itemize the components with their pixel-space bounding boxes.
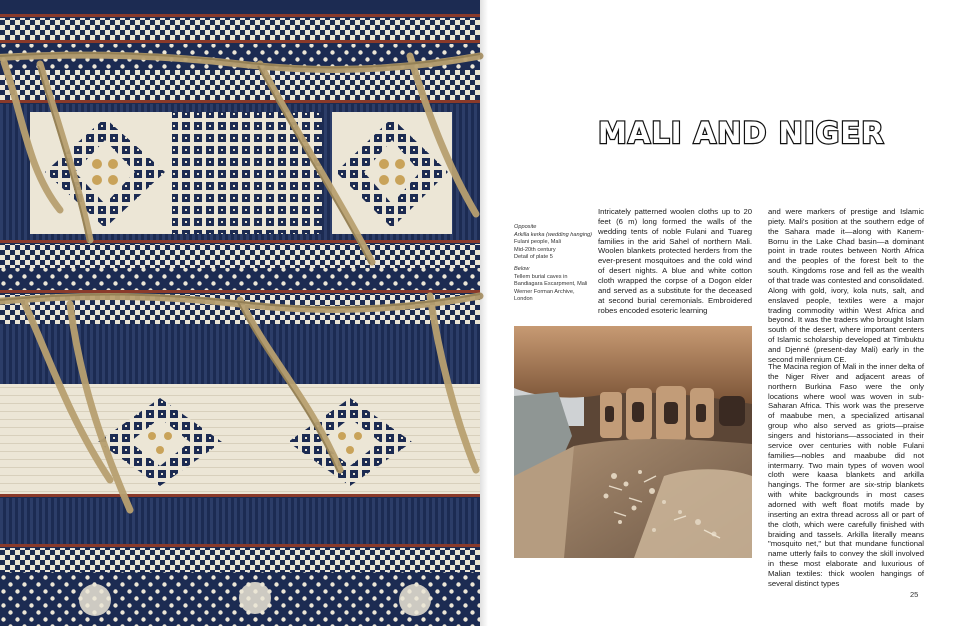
page-gutter — [480, 0, 488, 626]
caption-line: Detail of plate 5 — [514, 254, 553, 261]
burial-caves-photo — [514, 326, 752, 558]
body-paragraph: The Macina region of Mali in the inner delta of the Niger River and adjacent areas of northern Burkina Faso were the only locations where wool was woven in sub-Saharan Africa. This work was the preserve of maabube men, a specialized artisanal group who also served as griots—praise singers and historians—associated in their service over centuries with noble Fulani families—nobles and maabube did not intermarry. Two main types of woven wool cloth were kaasa blankets and arkilla hangings. The former are six-strip blankets with white backgrounds in most cases adorned with weft float motifs made by inserting an extra thread across all or part of the cloth, which were carefully finished with braiding and tassels. Arkilla literally means "mosquito net," but that mundane functional name utterly fails to convey the skill involved in these most elaborate and luxurious of Malian textiles: thick woolen hangings of several distinct types — [768, 362, 924, 588]
body-paragraph: and were markers of prestige and Islamic piety. Mali's position at the southern edge of the Sahara made it—along with Kanem-Bornu in the Lake Chad basin—a dominant point in trade routes between North Africa and the peoples of the forest belt to the south. Kingdoms rose and fell as the wealth of that trade was contested and consolidated. Along with gold, ivory, kola nuts, salt, and enslaved people, textiles were a major trading commodity within West Africa and beyond. It was the traders who brought Islam south of the desert, where important centers of Islamic scholarship developed at Timbuktu and Djenné (present-day Mali) early in the second millennium CE. — [768, 207, 924, 364]
body-paragraph: Intricately patterned woolen cloths up to 20 feet (6 m) long formed the walls of the wedding tents of noble Fulani and Tuareg families in the arid Sahel of northern Mali. Woolen blankets protected herders from the ever-present mosquitoes and the cold wind of desert nights. A blue and white cotton cloth wrapped the corpse of a Dogon elder and served as a substitute for the deceased at second burial ceremonials. Embroidered robes encoded esoteric learning — [598, 207, 752, 315]
caption-line: Bandiagara Escarpment, Mali — [514, 281, 588, 288]
caption-line: Arkilla kerka (wedding hanging) — [514, 231, 593, 238]
caption-heading: Below — [514, 266, 530, 272]
caption-heading: Opposite — [514, 224, 537, 230]
caption-opposite — [514, 224, 594, 262]
caption-below — [514, 266, 594, 304]
page-title: MALI AND NIGER — [598, 116, 885, 150]
caption-line: Werner Forman Archive, — [514, 288, 575, 295]
page-number: 25 — [910, 590, 919, 599]
body-column-right-top — [768, 207, 924, 364]
caption-line: London — [514, 296, 533, 303]
caption-line: Fulani people, Mali — [514, 239, 561, 246]
caption-line: Tellem burial caves in — [514, 273, 568, 280]
caption-line: Mid-20th century — [514, 246, 556, 253]
body-column-middle — [598, 207, 752, 315]
body-column-right-bottom — [768, 362, 924, 588]
